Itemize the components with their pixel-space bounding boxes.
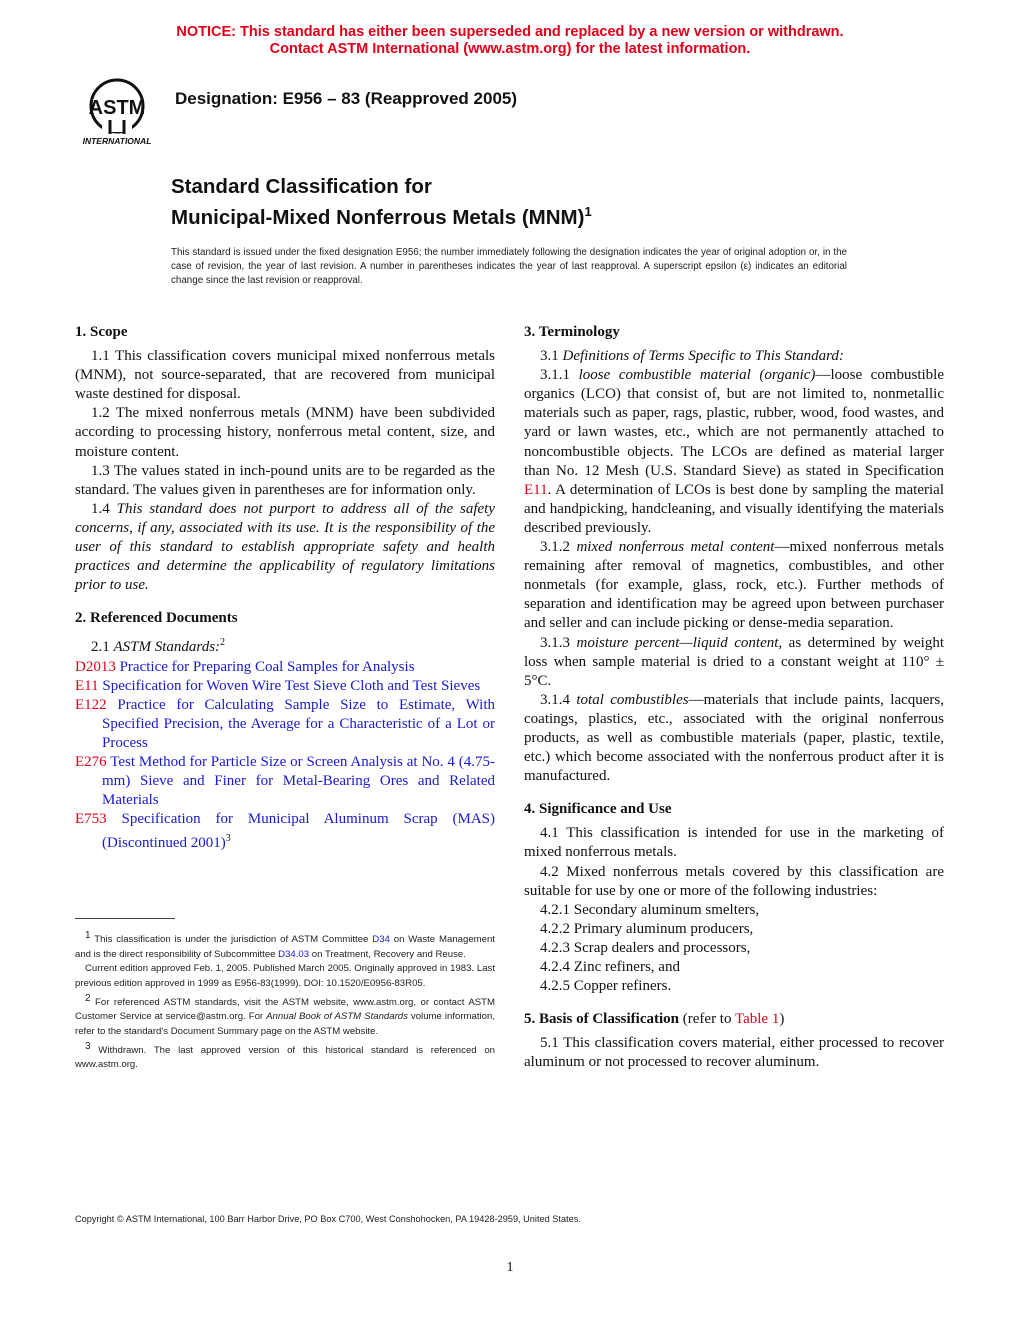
para-5-1: 5.1 This classification covers material, either processed to recover aluminum or not processed to recover aluminum.	[524, 1035, 944, 1071]
link-d34[interactable]: D34	[372, 934, 390, 946]
copyright-footer: Copyright © ASTM International, 100 Barr Harbor Drive, PO Box C700, West Conshohocken, PA 19428-2959, United States.	[75, 1214, 581, 1224]
link-e11[interactable]: E11	[524, 481, 548, 498]
notice-banner	[0, 24, 1020, 58]
ref-e276[interactable]: E276 Test Method for Particle Size or Screen Analysis at No. 4 (4.75-mm) Sieve and Finer for Metal-Bearing Ores and Related Materials	[75, 753, 496, 809]
page-number: 1	[506, 1260, 514, 1275]
footnote-1: $^1$ This classification is under the jurisdiction of ASTM Committee D34 on Waste Management and is the direct responsibility of Subcommittee D34.03 on Treatment, Recovery and Reuse.	[75, 930, 495, 960]
link-d34-03[interactable]: D34.03	[278, 948, 310, 960]
section-3-heading: 3. Terminology	[524, 324, 620, 340]
title-line-2: Municipal-Mixed Nonferrous Metals (MNM)	[171, 205, 585, 229]
para-3-1-2: 3.1.2 mixed nonferrous metal content—mixed nonferrous metals remaining after removal of magnetics, combustibles, and other nonmetals (for example, glass, rock, etc.). Further methods of separation and identification may be agreed upon between purchaser and seller and can include picking or dense-media separation.	[524, 539, 944, 632]
para-1-4: 1.4 This standard does not purport to address all of the safety concerns, if any, associated with its use. It is the responsibility of the user of this standard to establish appropriate safety and health practices and determine the applicability of regulatory limitations prior to use.	[75, 500, 496, 594]
section-2-heading: 2. Referenced Documents	[75, 610, 238, 627]
list-item: 4.2.4 Zinc refiners, and	[540, 959, 680, 975]
left-column	[75, 323, 495, 853]
safety-statement: This standard does not purport to address all of the safety concerns, if any, associated with its use. It is the responsibility of the user of this standard to establish appropriate safety and health practices and determine the applicability of regulatory limitations prior to use.	[75, 500, 496, 594]
para-4-1: 4.1 This classification is intended for use in the marketing of mixed nonferrous metals.	[524, 825, 944, 861]
section-5-heading: 5. Basis of Classification (refer to Table 1)	[524, 1011, 785, 1028]
section-1-heading: 1. Scope	[75, 324, 128, 340]
para-3-1-3: 3.1.3 moisture percent—liquid content, as determined by weight loss when sample material is dried to a constant weight at 110° ± 5°C.	[524, 634, 945, 689]
list-item: 4.2.1 Secondary aluminum smelters,	[540, 901, 760, 918]
logo-letters: ASTM	[88, 97, 146, 119]
list-item: 4.2.2 Primary aluminum producers,	[540, 920, 754, 937]
list-item: 4.2.5 Copper refiners.	[540, 978, 672, 995]
logo-subtitle: INTERNATIONAL	[82, 136, 152, 146]
ref-d2013[interactable]: D2013 Practice for Preparing Coal Samples for Analysis	[75, 658, 415, 675]
footnote-2: $^2$ For referenced ASTM standards, visit the ASTM website, www.astm.org, or contact ASTM Customer Service at service@astm.org. For Annual Book of ASTM Standards volume information, refer to the standard's Document Summary page on the ASTM website.	[75, 992, 495, 1037]
ref-e753[interactable]: E753 Specification for Municipal Aluminum Scrap (MAS) (Discontinued 2001)$^3$	[75, 811, 495, 852]
list-item: 4.2.3 Scrap dealers and processors,	[540, 939, 751, 956]
para-2-1: 2.1 ASTM Standards:$^2$	[91, 637, 226, 656]
page-title	[171, 174, 592, 230]
footnotes	[75, 929, 495, 1073]
ref-e122[interactable]: E122 Practice for Calculating Sample Size to Estimate, With Specified Precision, the Average for a Characteristic of a Lot or Process	[75, 696, 495, 751]
para-3-1-4: 3.1.4 total combustibles—materials that include paints, lacquers, coatings, plastics, etc., associated with the original nonferrous products, as well as combustible materials (paper, plastic, textile, etc.) which become associated with the nonferrous product after it is manufactured.	[524, 691, 944, 785]
section-4-heading: 4. Significance and Use	[524, 801, 672, 818]
footnote-3: $^3$ Withdrawn. The last approved version of this historical standard is referenced on www.astm.org.	[75, 1040, 496, 1071]
para-1-3: 1.3 The values stated in inch-pound units are to be regarded as the standard. The values given in parentheses are for information only.	[75, 462, 495, 498]
para-3-1-1: 3.1.1 loose combustible material (organic)—loose combustible organics (LCO) that consist of, but are not limited to, nonmetallic materials such as paper, rags, plastic, rubber, wood, food wastes, and yard or lawn wastes, etc., which are not permanently attached to noncombustible objects. The LCOs are defined as material larger than No. 12 Mesh (U.S. Standard Sieve) as stated in Specification E11. A determination of LCOs is best done by sampling the material and handpicking, handcleaning, and visually identifying the materials described previously.	[524, 367, 945, 536]
title-line-1: Standard Classification for	[171, 175, 432, 198]
footnote-1-edition: Current edition approved Feb. 1, 2005. Published March 2005. Originally approved in 1983. Last previous edition approved in 1999 as E956-83(1999). DOI: 10.1520/E0956-83R05.	[75, 963, 495, 989]
intro-paragraph: This standard is issued under the fixed designation E956; the number immediately following the designation indicates the year of original adoption or, in the case of revision, the year of last revision. A number in parentheses indicates the year of last reapproval. A superscript epsilon (ε) indicates an editorial change since the last revision or reapproval.	[171, 247, 847, 286]
para-4-2: 4.2 Mixed nonferrous metals covered by this classification are suitable for use by one or more of the following industries:	[524, 863, 944, 899]
link-table-1[interactable]: Table 1	[734, 1011, 780, 1028]
right-column	[524, 323, 944, 1072]
title-footnote-mark: 1	[584, 204, 592, 219]
para-1-2: 1.2 The mixed nonferrous metals (MNM) have been subdivided according to processing history, nonferrous metal content, size, and moisture content.	[75, 405, 495, 460]
astm-logo	[74, 72, 160, 152]
notice-line-2: Contact ASTM International (www.astm.org) for the latest information.	[269, 41, 751, 57]
footnote-divider	[75, 918, 175, 919]
para-1-1: 1.1 This classification covers municipal mixed nonferrous metals (MNM), not source-separated, that are recovered from municipal waste destined for disposal.	[75, 348, 495, 403]
notice-line-1: NOTICE: This standard has either been superseded and replaced by a new version or withdrawn.	[176, 24, 844, 40]
para-3-1: 3.1 Definitions of Terms Specific to This Standard:	[540, 348, 844, 365]
designation: Designation: E956 – 83 (Reapproved 2005)	[175, 89, 518, 108]
ref-e11[interactable]: E11 Specification for Woven Wire Test Sieve Cloth and Test Sieves	[75, 677, 481, 694]
